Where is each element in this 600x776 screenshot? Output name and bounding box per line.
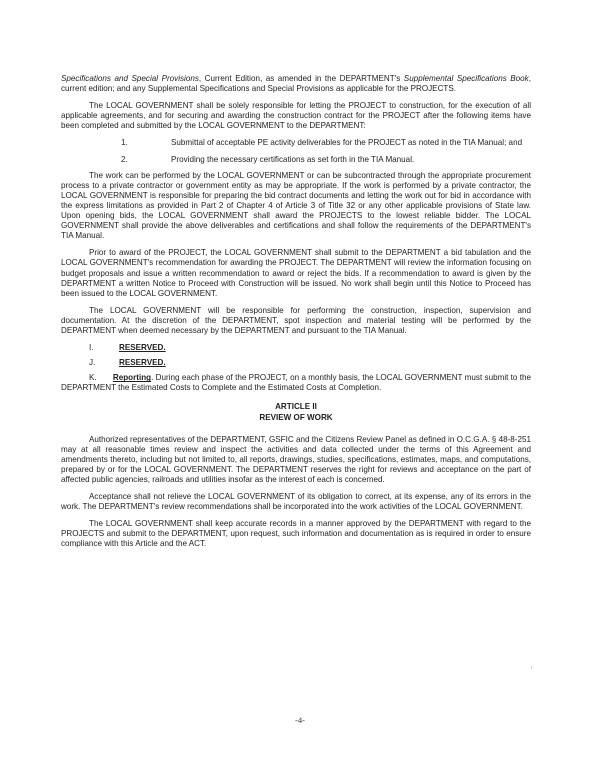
- page-number: -4-: [295, 715, 305, 725]
- list-item-number: 2.: [121, 154, 128, 164]
- list-item-text: Providing the necessary certifications as set forth in the TIA Manual.: [171, 154, 415, 164]
- list-item: [61, 155, 531, 165]
- scan-mark: [531, 666, 532, 669]
- paragraph-records: The LOCAL GOVERNMENT shall keep accurate records in a manner approved by the DEPARTMENT with regard to the PROJECTS and submit to the DEPARTMENT, upon request, such information and documentation as is required in order to ensure compliance with this Article and the ACT.: [61, 519, 531, 549]
- article-number: ARTICLE II: [275, 402, 317, 412]
- spec-text-b: , current edition; and any Supplemental Specifications and Special Provisions as applicable for the PROJECTS.: [61, 74, 531, 94]
- section-letter: I.: [89, 343, 94, 353]
- paragraph-letting: The LOCAL GOVERNMENT shall be solely responsible for letting the PROJECT to construction, for the execution of all applicable agreements, and for securing and awarding the construction contract for the PROJECT after the following items have been completed and submitted by the LOCAL GOVERNMENT to the DEPARTMENT:: [61, 101, 531, 131]
- list-item-number: 1.: [121, 138, 128, 148]
- paragraph-specifications: [61, 74, 531, 94]
- section-text: . During each phase of the PROJECT, on a monthly basis, the LOCAL GOVERNMENT must submit to the DEPARTMENT the Estimated Costs to Complete and the Estimated Costs at Completion.: [61, 373, 531, 393]
- section-k: [61, 373, 531, 393]
- section-title: RESERVED.: [119, 343, 166, 353]
- article-title: REVIEW OF WORK: [259, 412, 333, 422]
- spec-title: Specifications and Special Provisions: [61, 74, 199, 83]
- section-title: RESERVED.: [119, 358, 166, 368]
- paragraph-prior-to-award: Prior to award of the PROJECT, the LOCAL GOVERNMENT shall submit to the DEPARTMENT a bid tabulation and the LOCAL GOVERNMENT's recommendation for awarding the PROJECT. The DEPARTMENT will review the information focusing on budget proposals and issue a written recommendation to award or reject the bids. If a recommendation to award is given by the DEPARTMENT a written Notice to Proceed with Construction will be issued. No work shall begin until this Notice to Proceed has been issued to the LOCAL GOVERNMENT.: [61, 248, 531, 298]
- paragraph-acceptance: Acceptance shall not relieve the LOCAL GOVERNMENT of its obligation to correct, at its expense, any of its errors in the work. The DEPARTMENT's review recommendations shall be incorporated into the work activities of the LOCAL GOVERNMENT.: [61, 492, 531, 512]
- section-i: [89, 343, 531, 353]
- section-j: [89, 358, 531, 368]
- list-item: [61, 138, 531, 148]
- spec-text-a: , Current Edition, as amended in the DEPARTMENT's: [198, 74, 404, 83]
- section-title: Reporting: [112, 373, 152, 383]
- section-letter: J.: [89, 358, 96, 368]
- paragraph-work-performed: The work can be performed by the LOCAL GOVERNMENT or can be subcontracted through the appropriate procurement process to a private contractor or government entity as may be appropriate. If the work is performed by a private contractor, the LOCAL GOVERNMENT is responsible for preparing the bid contract documents and letting the work out for bid in accordance with the express limitations as provided in Part 2 of Chapter 4 of Article 3 of Title 32 or any other applicable provisions of State law. Upon opening bids, the LOCAL GOVERNMENT shall award the PROJECTS to the lowest reliable bidder. The LOCAL GOVERNMENT shall provide the above deliverables and certifications and shall follow the requirements of the DEPARTMENT's TIA Manual.: [61, 170, 531, 241]
- paragraph-construction-responsibility: The LOCAL GOVERNMENT will be responsible for performing the construction, inspection, supervision and documentation. At the discretion of the DEPARTMENT, spot inspection and material testing will be performed by the DEPARTMENT when deemed necessary by the DEPARTMENT and pursuant to the TIA Manual.: [61, 305, 531, 335]
- list-item-text: Submittal of acceptable PE activity deliverables for the PROJECT as noted in the TIA Manual; and: [171, 138, 523, 148]
- supplemental-title: Supplemental Specifications Book: [403, 74, 529, 83]
- section-letter: K.: [89, 373, 97, 383]
- paragraph-authorized-representatives: Authorized representatives of the DEPARTMENT, GSFIC and the Citizens Review Panel as defined in O.C.G.A. § 48-8-251 may at all reasonable times review and inspect the activities and data collected under the terms of this Agreement and amendments thereto, including but not limited to, all reports, drawings, studies, specifications, estimates, maps, and computations, prepared by or for the LOCAL GOVERNMENT. The DEPARTMENT reserves the right for reviews and acceptance on the part of affected public agencies, railroads and utilities insofar as the interest of each is concerned.: [61, 434, 531, 484]
- document-page: [61, 74, 531, 557]
